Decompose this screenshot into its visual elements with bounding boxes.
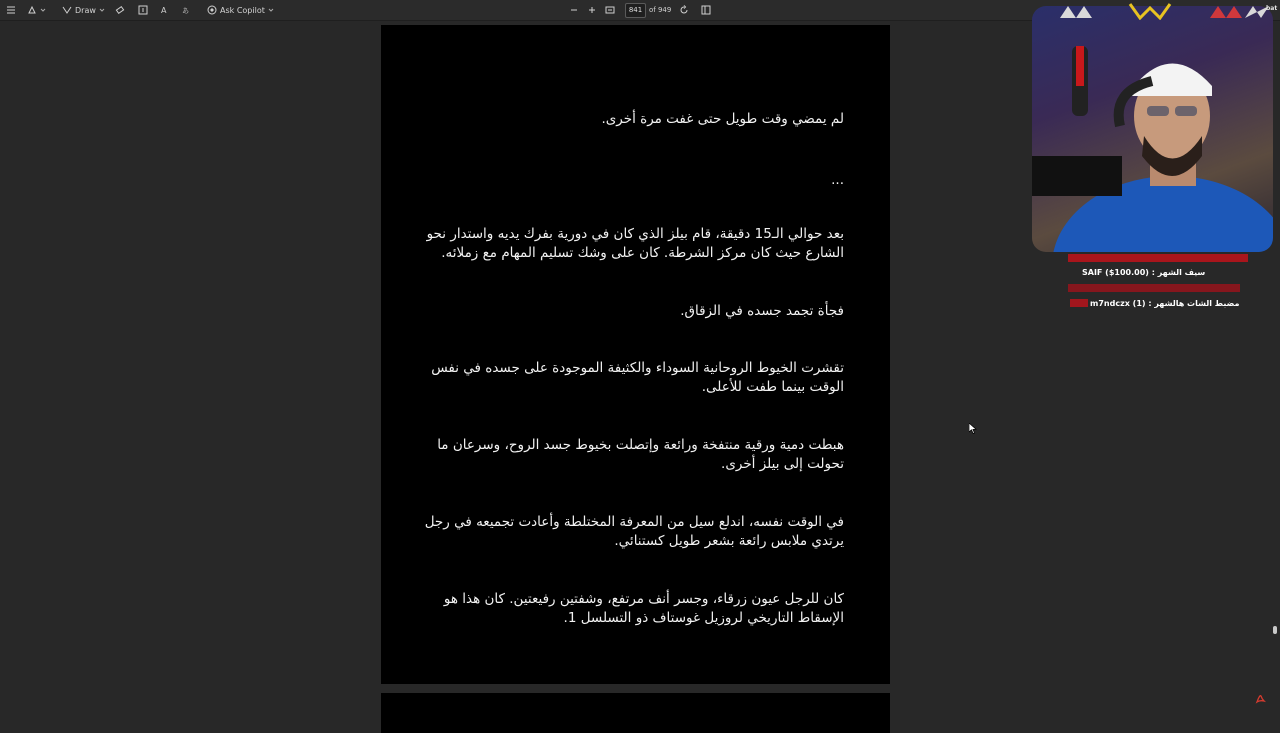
- page-total-label: of 949: [649, 6, 672, 14]
- svg-text:あ: あ: [182, 7, 189, 15]
- overlay-fragment: bat: [1266, 5, 1278, 12]
- pdf-page: [381, 25, 890, 684]
- chat-moderator-line: مضبط الشات هالشهر : m7ndczx (1): [1090, 299, 1240, 308]
- rotate-button[interactable]: [679, 3, 689, 17]
- minus-icon: [570, 6, 578, 14]
- eraser-button[interactable]: [115, 3, 125, 17]
- pdf-icon: [1255, 693, 1266, 704]
- chevron-down-icon: [99, 7, 105, 13]
- streamer-figure: [1032, 6, 1273, 252]
- text-box-button[interactable]: [138, 3, 148, 17]
- page-view-icon: [701, 5, 711, 15]
- crown-decoration: [1060, 2, 1270, 20]
- text-box-icon: [138, 5, 148, 15]
- overlay-red-banner: [1070, 299, 1088, 307]
- paragraph: تقشرت الخيوط الروحانية السوداء والكثيفة الموجودة على جسده في نفس الوقت بينما طفت للأعلى.: [431, 360, 844, 395]
- highlight-tool-button[interactable]: [27, 3, 46, 17]
- eraser-icon: [115, 5, 125, 15]
- read-aloud-icon: [160, 5, 170, 15]
- paragraph: بعد حوالي الـ15 دقيقة، قام بيلز الذي كان في دورية بفرك يديه واستدار نحو الشارع حيث كان مركز الشرطة. كان على وشك تسليم المهام مع زملائه.: [426, 226, 844, 261]
- page-number-input[interactable]: 841: [625, 3, 646, 18]
- highlighter-icon: [27, 5, 37, 15]
- mouse-cursor-icon: [969, 423, 977, 434]
- ask-copilot-button[interactable]: [207, 3, 274, 17]
- chevron-down-icon: [268, 7, 274, 13]
- ask-copilot-label: Ask Copilot: [220, 5, 265, 15]
- svg-text:A: A: [161, 6, 167, 15]
- rotate-icon: [679, 5, 689, 15]
- webcam-overlay: [1032, 6, 1273, 252]
- supporter-line: سيف الشهر : SAIF ($100.00): [1082, 268, 1206, 277]
- copilot-icon: [207, 5, 217, 15]
- paragraph: كان للرجل عيون زرقاء، وجسر أنف مرتفع، وشفتين رفيعتين. كان هذا هو الإسقاط التاريخي لروزيل غوستاف ذو التسلسل 1.: [443, 591, 844, 626]
- translate-button[interactable]: [182, 3, 192, 17]
- translate-icon: [182, 5, 192, 15]
- paragraph: لم يمضي وقت طويل حتى غفت مرة أخرى.: [601, 111, 844, 127]
- fit-page-button[interactable]: [605, 3, 615, 17]
- zoom-in-button[interactable]: [588, 3, 596, 17]
- pdf-next-page: [381, 693, 890, 733]
- paragraph: ...: [831, 172, 844, 188]
- draw-label: Draw: [75, 5, 96, 15]
- fit-page-icon: [605, 5, 615, 15]
- chevron-down-icon: [40, 7, 46, 13]
- zoom-out-button[interactable]: [570, 3, 578, 17]
- paragraph: هبطت دمية ورقية منتفخة ورائعة وإتصلت بخيوط جسد الروح، وسرعان ما تحولت إلى بيلز أخرى.: [437, 437, 844, 472]
- contents-icon[interactable]: [6, 3, 16, 17]
- overlay-red-banner: [1068, 284, 1240, 292]
- paragraph: في الوقت نفسه، اندلع سيل من المعرفة المختلطة وأعادت تجميعه في رجل يرتدي ملابس رائعة بشعر طويل كستنائي.: [424, 514, 844, 549]
- plus-icon: [588, 6, 596, 14]
- draw-tool-button[interactable]: [62, 3, 105, 17]
- paragraph: فجأة تجمد جسده في الزقاق.: [680, 303, 844, 319]
- read-aloud-button[interactable]: [160, 3, 170, 17]
- page-view-button[interactable]: [701, 3, 711, 17]
- scrollbar-thumb[interactable]: [1273, 626, 1277, 634]
- pen-icon: [62, 5, 72, 15]
- overlay-red-banner: [1068, 254, 1248, 262]
